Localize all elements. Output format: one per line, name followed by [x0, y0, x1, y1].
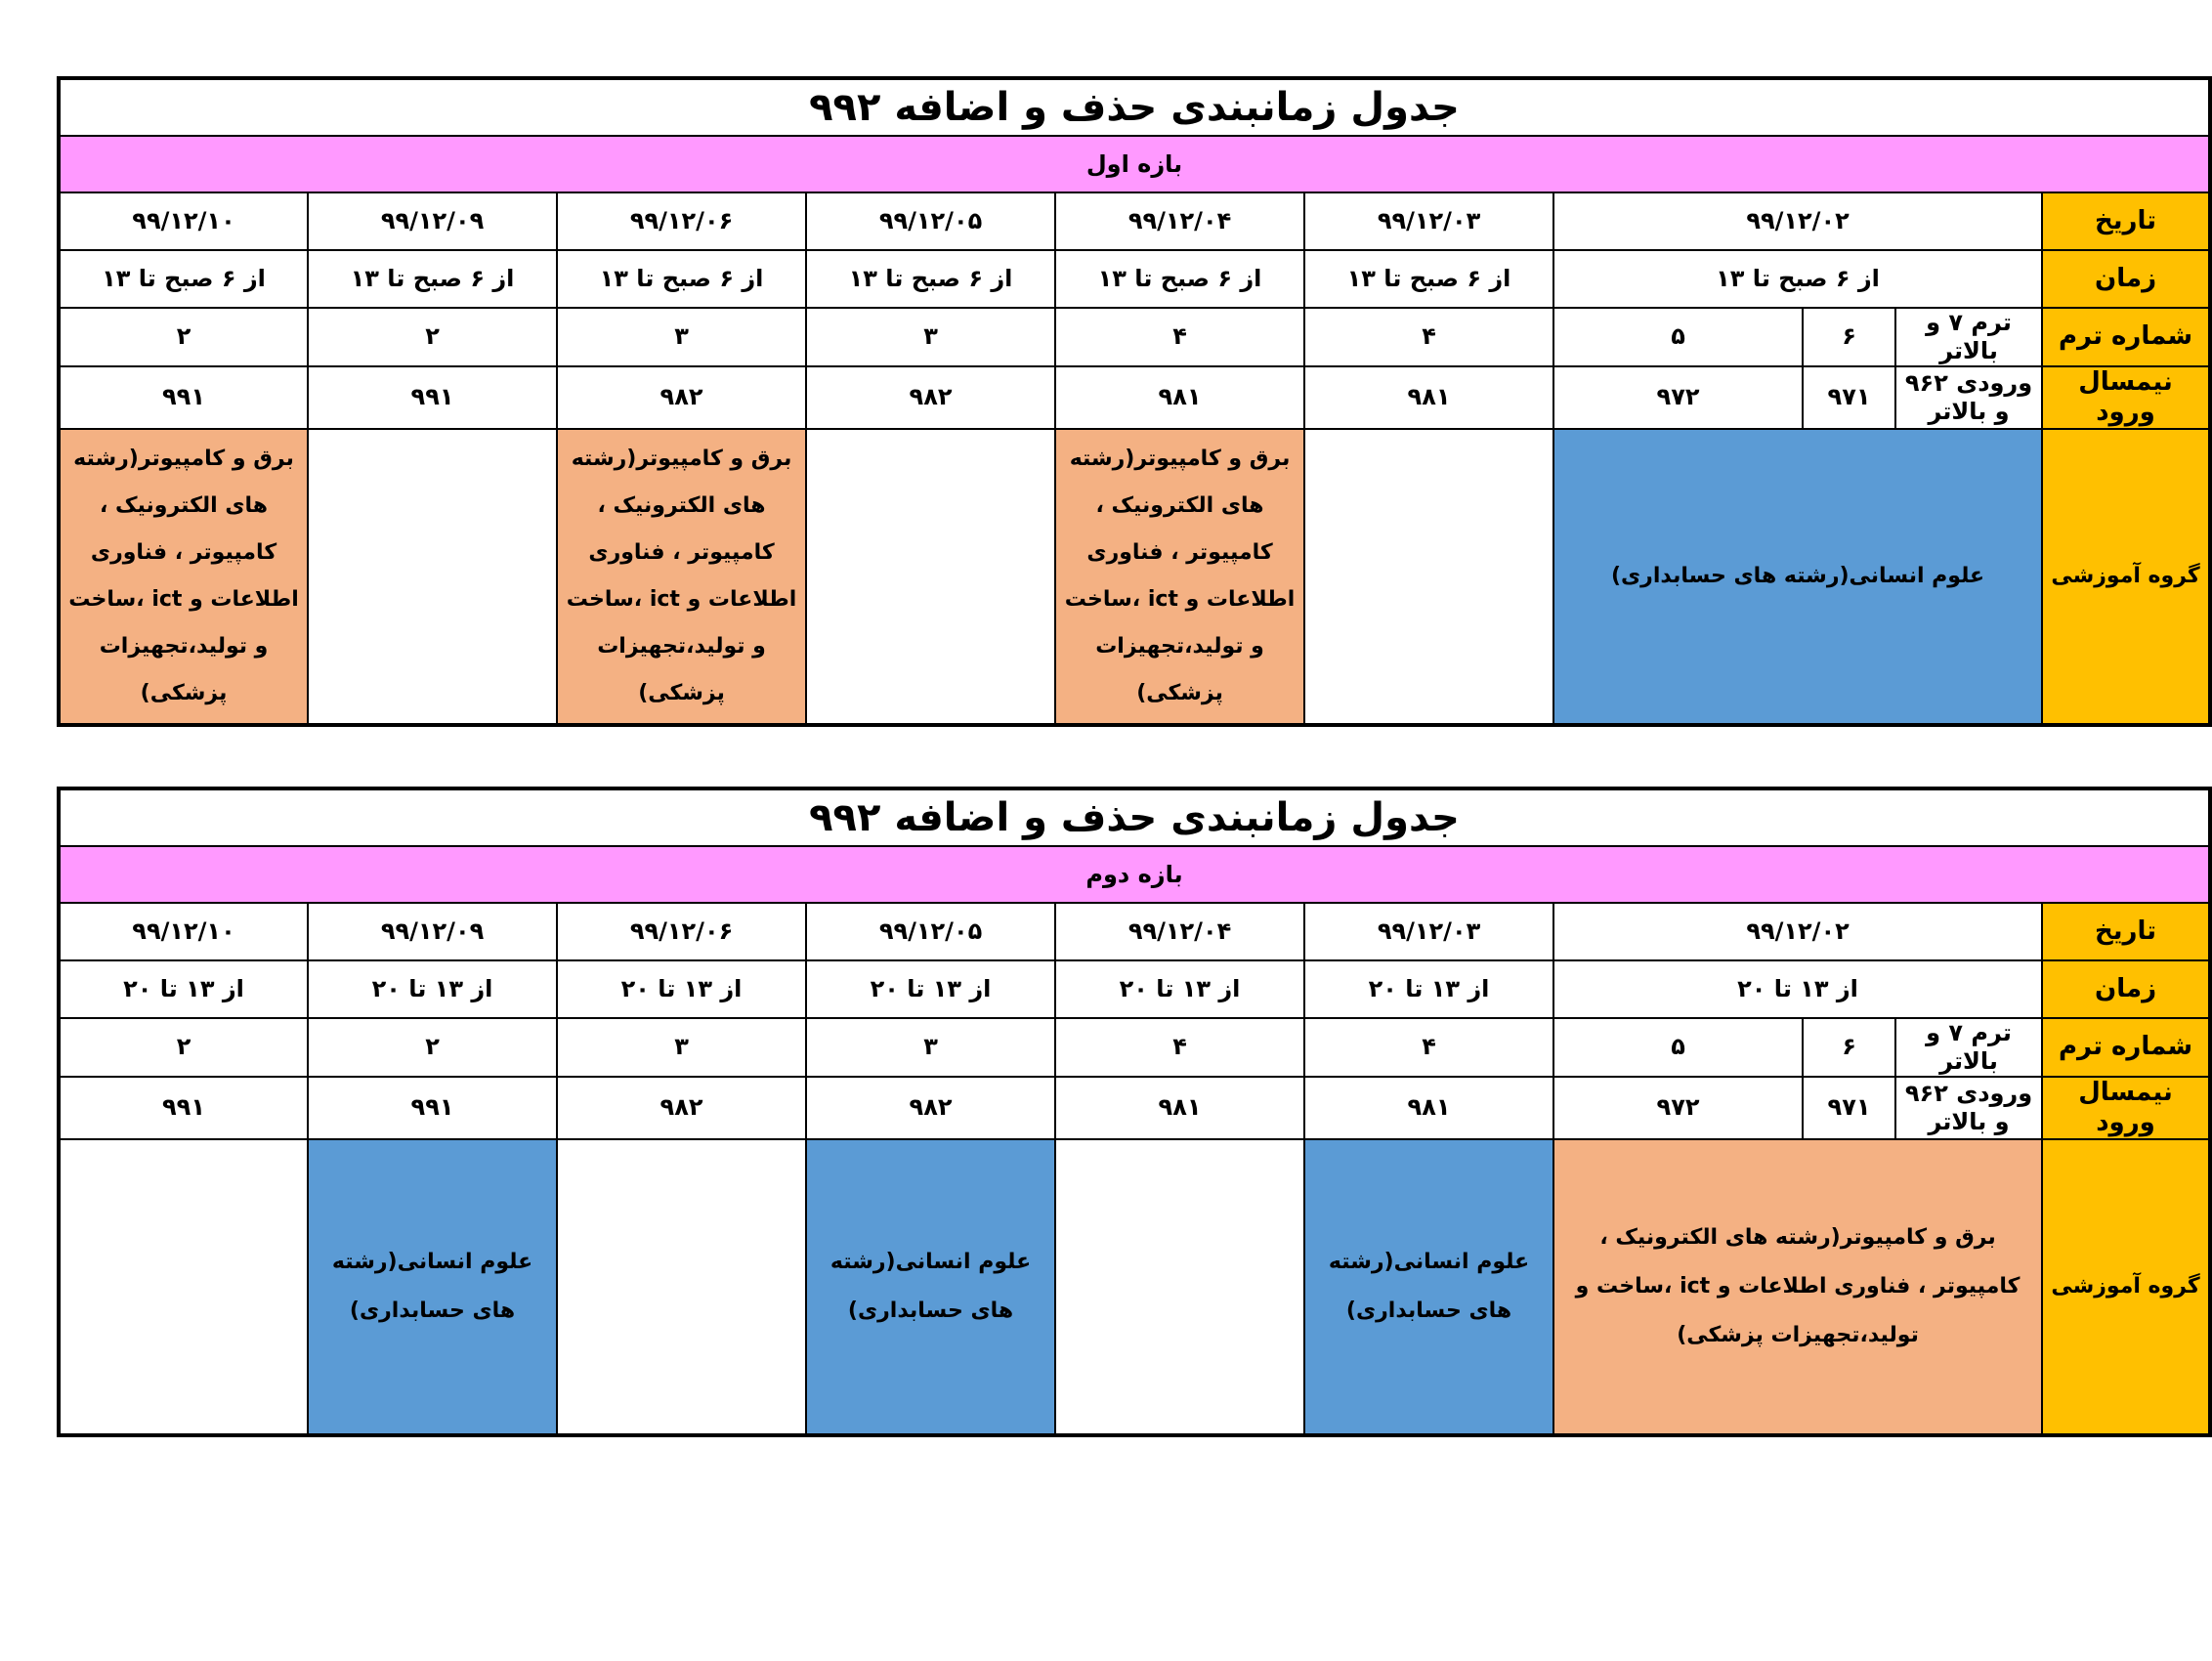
time-cell: از ۶ صبح تا ۱۳	[59, 250, 308, 308]
period-label: بازه دوم	[59, 846, 2210, 903]
term-cell: ۶	[1803, 308, 1895, 366]
group-cell-humanities: علوم انسانی(رشته های حسابداری)	[308, 1139, 557, 1435]
group-cell-engineering: برق و کامپیوتر(رشته های الکترونیک ، کامپیوتر ، فناوری اطلاعات و ict ،ساخت و تولید،تجهیزات پزشکی)	[557, 429, 806, 725]
date-cell: ۹۹/۱۲/۰۹	[308, 192, 557, 250]
term-cell: ترم ۷ و بالاتر	[1895, 1018, 2042, 1077]
date-cell: ۹۹/۱۲/۰۶	[557, 192, 806, 250]
term-cell: ۵	[1553, 308, 1803, 366]
group-cell-empty	[59, 1139, 308, 1435]
entry-cell: ۹۸۲	[557, 1077, 806, 1139]
group-cell-humanities: علوم انسانی(رشته های حسابداری)	[806, 1139, 1055, 1435]
date-cell: ۹۹/۱۲/۱۰	[59, 903, 308, 960]
date-cell: ۹۹/۱۲/۱۰	[59, 192, 308, 250]
entry-cell: ۹۸۱	[1055, 366, 1304, 429]
group-cell-empty	[806, 429, 1055, 725]
entry-row-header: نیمسال ورود	[2042, 1077, 2210, 1139]
entry-cell: ۹۸۱	[1304, 1077, 1553, 1139]
group-cell-engineering: برق و کامپیوتر(رشته های الکترونیک ، کامپیوتر ، فناوری اطلاعات و ict ،ساخت و تولید،تجهیزات پزشکی)	[1055, 429, 1304, 725]
term-cell: ۲	[308, 308, 557, 366]
time-row-header: زمان	[2042, 250, 2210, 308]
entry-cell: ورودی ۹۶۲ و بالاتر	[1895, 366, 2042, 429]
time-cell: از ۱۳ تا ۲۰	[806, 960, 1055, 1018]
entry-cell: ۹۹۱	[59, 366, 308, 429]
term-cell: ۳	[806, 1018, 1055, 1077]
term-cell: ۴	[1304, 1018, 1553, 1077]
entry-cell: ۹۹۱	[308, 1077, 557, 1139]
group-row-header: گروه آموزشی	[2042, 429, 2210, 725]
entry-cell: ۹۸۲	[557, 366, 806, 429]
date-cell: ۹۹/۱۲/۰۴	[1055, 903, 1304, 960]
entry-cell: ورودی ۹۶۲ و بالاتر	[1895, 1077, 2042, 1139]
group-cell-engineering: برق و کامپیوتر(رشته های الکترونیک ، کامپیوتر ، فناوری اطلاعات و ict ،ساخت و تولید،تجهیزات پزشکی)	[1553, 1139, 2042, 1435]
time-cell: از ۶ صبح تا ۱۳	[308, 250, 557, 308]
term-cell: ۴	[1055, 308, 1304, 366]
time-cell: از ۶ صبح تا ۱۳	[1304, 250, 1553, 308]
term-cell: ۲	[308, 1018, 557, 1077]
time-cell: از ۱۳ تا ۲۰	[1553, 960, 2042, 1018]
term-cell: ۶	[1803, 1018, 1895, 1077]
term-row-header: شماره ترم	[2042, 1018, 2210, 1077]
date-cell: ۹۹/۱۲/۰۵	[806, 192, 1055, 250]
term-cell: ۴	[1055, 1018, 1304, 1077]
date-cell: ۹۹/۱۲/۰۲	[1553, 192, 2042, 250]
group-row-header: گروه آموزشی	[2042, 1139, 2210, 1435]
entry-cell: ۹۷۲	[1553, 366, 1803, 429]
time-row-header: زمان	[2042, 960, 2210, 1018]
term-cell: ۳	[557, 308, 806, 366]
entry-cell: ۹۷۱	[1803, 366, 1895, 429]
entry-cell: ۹۸۲	[806, 366, 1055, 429]
time-cell: از ۱۳ تا ۲۰	[59, 960, 308, 1018]
group-cell-empty	[1055, 1139, 1304, 1435]
time-cell: از ۱۳ تا ۲۰	[557, 960, 806, 1018]
term-cell: ترم ۷ و بالاتر	[1895, 308, 2042, 366]
time-cell: از ۶ صبح تا ۱۳	[1055, 250, 1304, 308]
date-cell: ۹۹/۱۲/۰۲	[1553, 903, 2042, 960]
term-cell: ۲	[59, 308, 308, 366]
schedule-table-period-1	[57, 76, 2212, 727]
schedule-table-period-2	[57, 787, 2212, 1437]
date-row-header: تاریخ	[2042, 903, 2210, 960]
date-cell: ۹۹/۱۲/۰۳	[1304, 903, 1553, 960]
table-title: جدول زمانبندی حذف و اضافه ۹۹۲	[59, 788, 2210, 846]
group-cell-engineering: برق و کامپیوتر(رشته های الکترونیک ، کامپیوتر ، فناوری اطلاعات و ict ،ساخت و تولید،تجهیزات پزشکی)	[59, 429, 308, 725]
term-cell: ۵	[1553, 1018, 1803, 1077]
time-cell: از ۱۳ تا ۲۰	[308, 960, 557, 1018]
entry-cell: ۹۹۱	[59, 1077, 308, 1139]
date-cell: ۹۹/۱۲/۰۹	[308, 903, 557, 960]
entry-cell: ۹۷۱	[1803, 1077, 1895, 1139]
date-cell: ۹۹/۱۲/۰۴	[1055, 192, 1304, 250]
entry-cell: ۹۸۱	[1304, 366, 1553, 429]
entry-cell: ۹۸۱	[1055, 1077, 1304, 1139]
group-cell-empty	[1304, 429, 1553, 725]
time-cell: از ۶ صبح تا ۱۳	[557, 250, 806, 308]
group-cell-humanities: علوم انسانی(رشته های حسابداری)	[1304, 1139, 1553, 1435]
term-row-header: شماره ترم	[2042, 308, 2210, 366]
period-label: بازه اول	[59, 136, 2210, 192]
date-cell: ۹۹/۱۲/۰۶	[557, 903, 806, 960]
group-cell-empty	[308, 429, 557, 725]
date-row-header: تاریخ	[2042, 192, 2210, 250]
time-cell: از ۶ صبح تا ۱۳	[1553, 250, 2042, 308]
entry-cell: ۹۹۱	[308, 366, 557, 429]
table-title: جدول زمانبندی حذف و اضافه ۹۹۲	[59, 78, 2210, 136]
term-cell: ۳	[806, 308, 1055, 366]
time-cell: از ۱۳ تا ۲۰	[1055, 960, 1304, 1018]
date-cell: ۹۹/۱۲/۰۳	[1304, 192, 1553, 250]
entry-row-header: نیمسال ورود	[2042, 366, 2210, 429]
date-cell: ۹۹/۱۲/۰۵	[806, 903, 1055, 960]
time-cell: از ۱۳ تا ۲۰	[1304, 960, 1553, 1018]
entry-cell: ۹۷۲	[1553, 1077, 1803, 1139]
term-cell: ۴	[1304, 308, 1553, 366]
term-cell: ۲	[59, 1018, 308, 1077]
group-cell-empty	[557, 1139, 806, 1435]
term-cell: ۳	[557, 1018, 806, 1077]
entry-cell: ۹۸۲	[806, 1077, 1055, 1139]
group-cell-humanities: علوم انسانی(رشته های حسابداری)	[1553, 429, 2042, 725]
time-cell: از ۶ صبح تا ۱۳	[806, 250, 1055, 308]
